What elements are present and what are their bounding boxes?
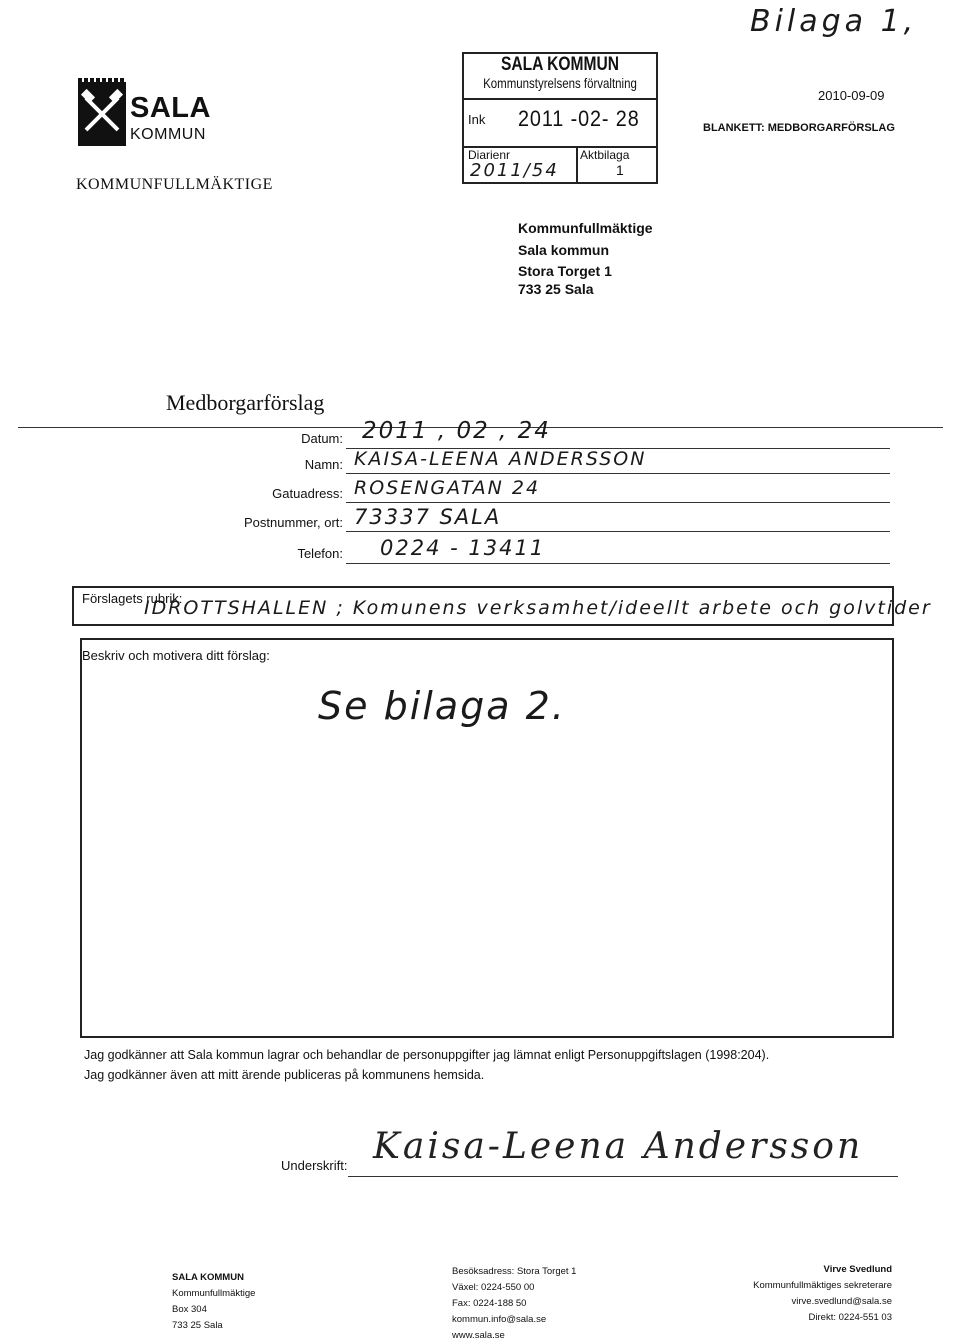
consent-statement: Jag godkänner även att mitt ärende publiceras på kommunens hemsida. bbox=[84, 1068, 485, 1082]
date-field[interactable]: 2011 , 02 , 24 bbox=[362, 418, 551, 444]
address-line bbox=[346, 502, 890, 503]
footer-email[interactable]: kommun.info@sala.se bbox=[452, 1314, 547, 1325]
name-label: Namn: bbox=[304, 457, 343, 472]
footer-phone: Växel: 0224-550 00 bbox=[452, 1282, 535, 1293]
motivation-value: Se bilaga 2. bbox=[318, 684, 566, 728]
postal-field[interactable]: 73337 SALA bbox=[354, 505, 502, 529]
proposal-title-value: IDROTTSHALLEN ; Komunens verksamhet/ideellt arbete och golvtider bbox=[144, 597, 932, 619]
secretary-title: Kommunfullmäktiges sekreterare bbox=[753, 1280, 892, 1291]
logo-subtitle: KOMMUN bbox=[130, 126, 206, 143]
signature-label: Underskrift: bbox=[281, 1158, 348, 1173]
form-date: 2010-09-09 bbox=[818, 88, 885, 103]
recipient-line: Stora Torget 1 bbox=[518, 263, 612, 279]
handwritten-signature: Kaisa-Leena Andersson bbox=[373, 1126, 864, 1167]
stamp-diarienr-label: Diarienr bbox=[468, 148, 511, 162]
footer-line: 733 25 Sala bbox=[172, 1320, 223, 1331]
footer-website[interactable]: www.sala.se bbox=[452, 1330, 505, 1341]
footer-fax: Fax: 0224-188 50 bbox=[452, 1298, 527, 1309]
motivation-box[interactable] bbox=[80, 638, 894, 1038]
phone-field[interactable]: 0224 - 13411 bbox=[380, 536, 546, 560]
footer-contact bbox=[452, 1264, 576, 1344]
stamp-aktbilaga-label: Aktbilaga bbox=[580, 148, 630, 162]
attachment-note: Bilaga 1, bbox=[750, 4, 918, 39]
footer-org: SALA KOMMUN bbox=[172, 1272, 244, 1283]
date-label: Datum: bbox=[301, 431, 343, 446]
motivation-label: Beskriv och motivera ditt förslag: bbox=[82, 648, 270, 663]
municipality-logo bbox=[78, 82, 126, 146]
secretary-phone: Direkt: 0224-551 03 bbox=[808, 1312, 892, 1323]
footer-visit-address: Besöksadress: Stora Torget 1 bbox=[452, 1266, 577, 1277]
committee-name: KOMMUNFULLMÄKTIGE bbox=[76, 176, 273, 193]
recipient-line: 733 25 Sala bbox=[518, 281, 594, 297]
consent-statement: Jag godkänner att Sala kommun lagrar och behandlar de personuppgifter jag lämnat enligt Personuppgiftslagen (1998:204). bbox=[84, 1048, 770, 1062]
stamp-received-date: 2011 -02- 28 bbox=[518, 106, 640, 131]
stamp-org: SALA KOMMUN bbox=[500, 54, 620, 75]
phone-line bbox=[346, 563, 890, 564]
footer-line: Kommunfullmäktige bbox=[172, 1288, 256, 1299]
secretary-email[interactable]: virve.svedlund@sala.se bbox=[791, 1296, 892, 1307]
address-label: Gatuadress: bbox=[272, 486, 343, 501]
proposal-title-label: Förslagets rubrik: bbox=[82, 591, 183, 606]
postal-line bbox=[346, 531, 890, 532]
recipient-line: Kommunfullmäktige bbox=[518, 220, 653, 236]
form-id: BLANKETT: MEDBORGARFÖRSLAG bbox=[703, 122, 895, 134]
proposal-title-box[interactable] bbox=[72, 586, 932, 626]
stamp-ink-label: Ink bbox=[468, 112, 486, 127]
stamp-aktbilaga: 1 bbox=[616, 162, 624, 178]
footer-address bbox=[172, 1270, 255, 1334]
footer-secretary bbox=[720, 1262, 892, 1326]
logo-name: SALA bbox=[130, 92, 211, 124]
footer-line: Box 304 bbox=[172, 1304, 207, 1315]
crossed-hammers-icon bbox=[78, 82, 126, 146]
name-field[interactable]: KAISA-LEENA ANDERSSON bbox=[354, 448, 647, 470]
stamp-dept: Kommunstyrelsens förvaltning bbox=[483, 75, 637, 91]
name-line bbox=[346, 473, 890, 474]
signature-line bbox=[348, 1176, 898, 1177]
recipient-line: Sala kommun bbox=[518, 242, 610, 258]
form-title: Medborgarförslag bbox=[166, 390, 325, 415]
stamp-diarienr: 2011/54 bbox=[470, 160, 559, 181]
address-field[interactable]: ROSENGATAN 24 bbox=[354, 477, 541, 499]
secretary-name: Virve Svedlund bbox=[823, 1264, 892, 1275]
stamp-divider bbox=[576, 148, 578, 182]
postal-label: Postnummer, ort: bbox=[244, 515, 343, 530]
phone-label: Telefon: bbox=[297, 546, 343, 561]
received-stamp bbox=[462, 52, 658, 184]
